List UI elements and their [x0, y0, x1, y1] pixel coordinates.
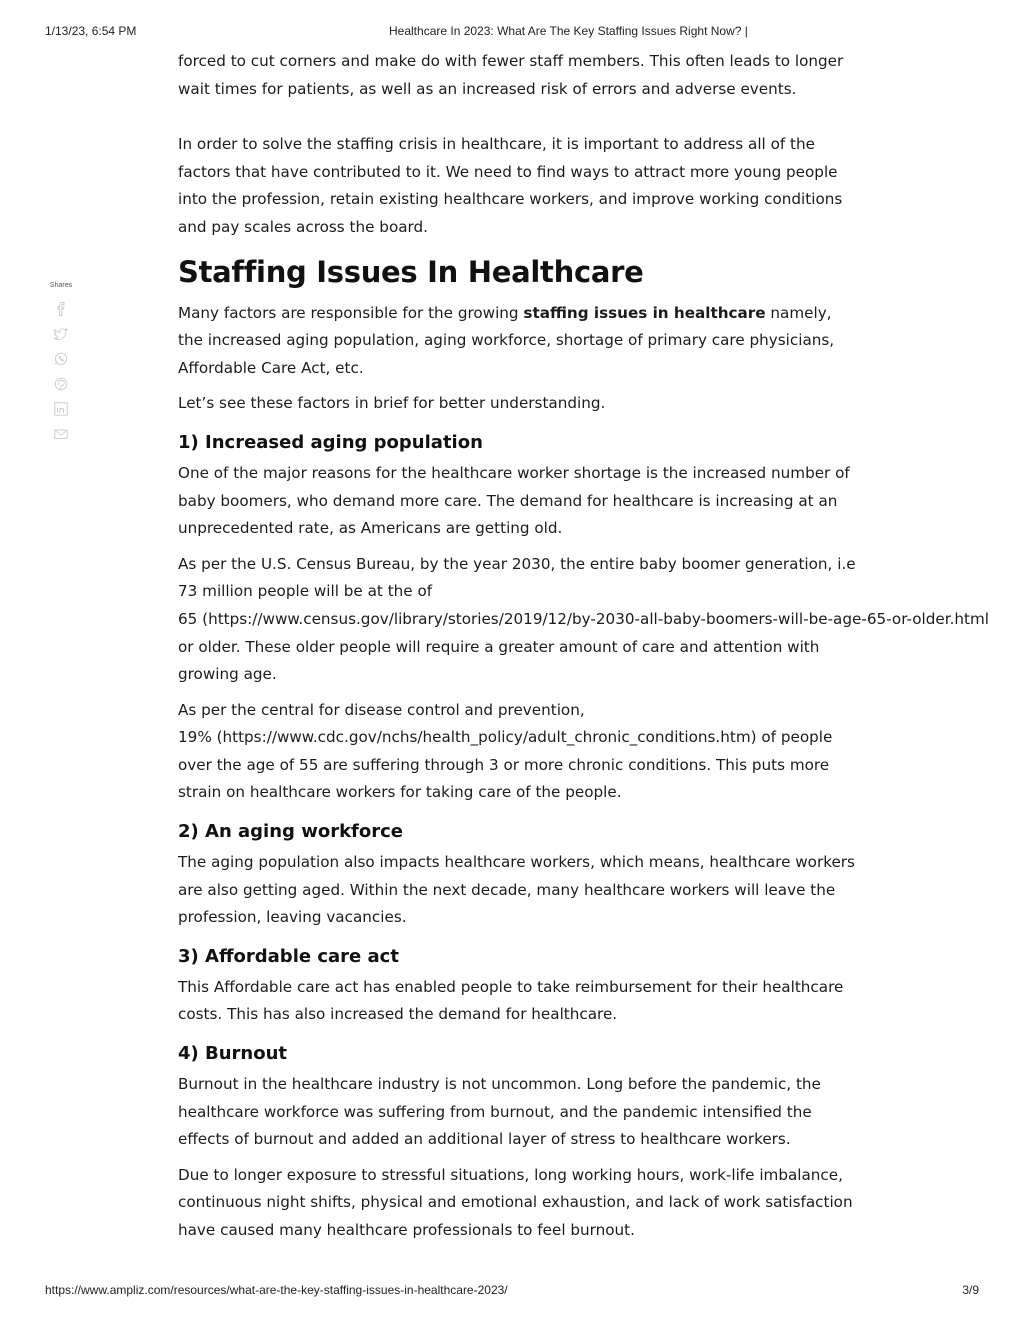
subsection-heading: 2) An aging workforce — [178, 821, 403, 843]
factors-keyword: staffing issues in healthcare — [523, 303, 766, 322]
twitter-icon[interactable] — [53, 326, 69, 342]
article-body — [178, 48, 990, 1245]
pinterest-icon[interactable] — [53, 376, 69, 392]
factors-text: Many factors are responsible for the growing — [178, 303, 524, 322]
print-url: https://www.ampliz.com/resources/what-are-the-key-staffing-issues-in-healthcare-2023/ — [45, 1283, 508, 1297]
paragraph — [178, 551, 990, 689]
page-number: 3/9 — [962, 1283, 979, 1297]
section-heading: Staffing Issues In Healthcare — [178, 254, 644, 289]
print-footer — [0, 1283, 1024, 1299]
paragraph: The aging population also impacts healthcare workers, which means, healthcare workers are also getting aged. Within the next decade, many healthcare workers will leave the profession, leaving vacancies. — [178, 853, 855, 927]
census-link-text: 65 (https://www.census.gov/library/stories/2019/12/by-2030-all-baby-boomers-will-be-age-65-or-older.html — [178, 609, 990, 628]
paragraph: Due to longer exposure to stressful situations, long working hours, work-life imbalance, continuous night shifts, physical and emotional exhaustion, and lack of work satisfaction have caused many healthcare professionals to feel burnout. — [178, 1165, 853, 1239]
paragraph: Burnout in the healthcare industry is not uncommon. Long before the pandemic, the healthcare workforce was suffering from burnout, and the pandemic intensified the effects of burnout and added an additional layer of stress to healthcare workers. — [178, 1075, 821, 1149]
paragraph — [178, 697, 858, 807]
paragraph-text: 19% (https://www.cdc.gov/nchs/health_policy/adult_chronic_conditions.htm) of people over the age of 55 are suffering through 3 or more chronic conditions. This puts more strain on healthcare workers for taking care of the people. — [178, 728, 833, 802]
subsection-heading: 4) Burnout — [178, 1043, 288, 1065]
factors-brief: Let’s see these factors in brief for better understanding. — [178, 394, 606, 413]
paragraph-text: As per the U.S. Census Bureau, by the year 2030, the entire baby boomer generation, i.e 73 million people will be at the of — [178, 554, 856, 601]
email-icon[interactable] — [53, 426, 69, 442]
intro-paragraph: forced to cut corners and make do with fewer staff members. This often leads to longer wait times for patients, as well as an increased risk of errors and adverse events. — [178, 52, 844, 98]
share-bar — [44, 282, 78, 451]
paragraph-text: As per the central for disease control and prevention, — [178, 700, 585, 719]
paragraph: One of the major reasons for the healthcare worker shortage is the increased number of baby boomers, who demand more care. The demand for healthcare is increasing at an unprecedented rate, as Americans are getting old. — [178, 463, 850, 538]
print-datetime: 1/13/23, 6:54 PM — [45, 24, 137, 38]
subsection-heading: 1) Increased aging population — [178, 431, 483, 453]
print-page-title: Healthcare In 2023: What Are The Key Staffing Issues Right Now? | — [389, 24, 748, 38]
facebook-icon[interactable] — [53, 301, 69, 317]
subsection-heading: 3) Affordable care act — [178, 945, 399, 967]
paragraph: This Affordable care act has enabled people to take reimbursement for their healthcare costs. This has also increased the demand for healthcare. — [178, 977, 844, 1024]
intro-paragraph: In order to solve the staffing crisis in healthcare, it is important to address all of the factors that have contributed to it. We need to find ways to attract more young people into the profession, retain existing healthcare workers, and improve working conditions and pay scales across the board. — [178, 135, 843, 236]
paragraph-text: or older. These older people will require a greater amount of care and attention with growing age. — [178, 637, 820, 684]
linkedin-icon[interactable] — [53, 401, 69, 417]
print-header — [0, 24, 1024, 40]
shares-label: Shares — [49, 282, 73, 289]
factors-text: namely, the increased aging population, aging workforce, shortage of primary care physicians, Affordable Care Act, etc. — [178, 303, 835, 377]
factors-paragraph — [178, 300, 858, 383]
whatsapp-icon[interactable] — [53, 351, 69, 367]
